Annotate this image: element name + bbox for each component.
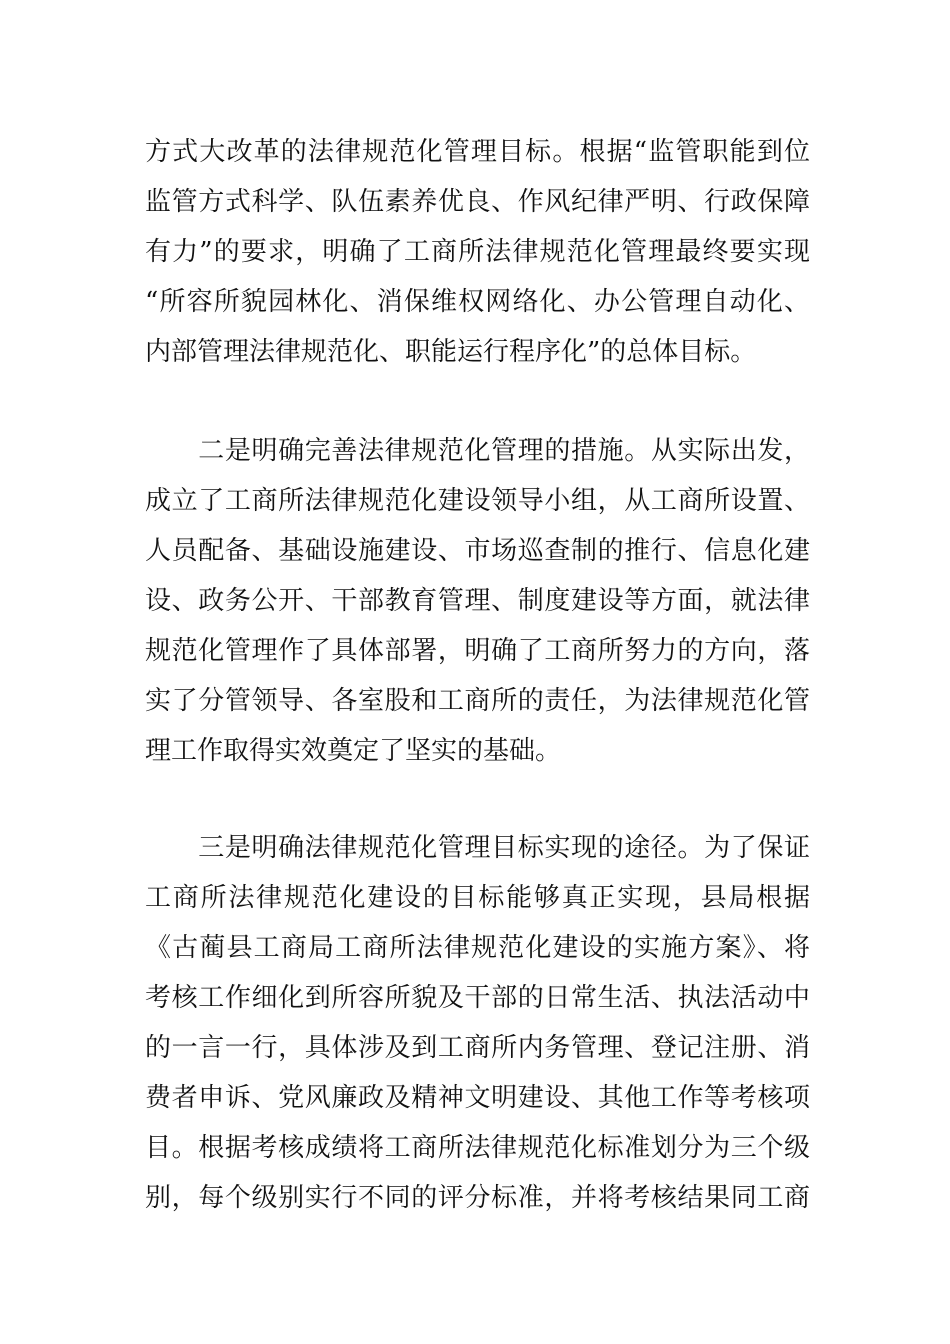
text-line: 目。根据考核成绩将工商所法律规范化标准划分为三个级 [145, 1133, 810, 1163]
text-line: 三是明确法律规范化管理目标实现的途径。为了保证 [145, 833, 810, 863]
text-line: 实了分管领导、各室股和工商所的责任，为法律规范化管 [145, 686, 810, 716]
text-line: “所容所貌园林化、消保维权网络化、办公管理自动化、 [145, 287, 810, 317]
text-line: 有力”的要求，明确了工商所法律规范化管理最终要实现 [145, 237, 810, 267]
text-line: 成立了工商所法律规范化建设领导小组，从工商所设置、 [145, 486, 810, 516]
paragraph-3 [145, 823, 810, 1223]
text-line: 人员配备、基础设施建设、市场巡查制的推行、信息化建 [145, 536, 810, 566]
text-line: 规范化管理作了具体部署，明确了工商所努力的方向，落 [145, 636, 810, 666]
text-line: 费者申诉、党风廉政及精神文明建设、其他工作等考核项 [145, 1083, 810, 1113]
text-line: 考核工作细化到所容所貌及干部的日常生活、执法活动中 [145, 983, 810, 1013]
text-line: 的一言一行，具体涉及到工商所内务管理、登记注册、消 [145, 1033, 810, 1063]
paragraph-1 [145, 127, 810, 377]
text-line: 工商所法律规范化建设的目标能够真正实现，县局根据 [145, 883, 810, 913]
text-line: 理工作取得实效奠定了坚实的基础。 [145, 736, 562, 766]
text-line: 别，每个级别实行不同的评分标准，并将考核结果同工商 [145, 1183, 810, 1213]
paragraph-2 [145, 426, 810, 776]
text-line: 《古蔺县工商局工商所法律规范化建设的实施方案》、将 [145, 933, 810, 963]
text-line: 设、政务公开、干部教育管理、制度建设等方面，就法律 [145, 586, 810, 616]
text-line: 方式大改革的法律规范化管理目标。根据“监管职能到位 [145, 137, 810, 167]
text-line: 二是明确完善法律规范化管理的措施。从实际出发， [145, 436, 810, 466]
text-line: 监管方式科学、队伍素养优良、作风纪律严明、行政保障 [145, 187, 810, 217]
text-line: 内部管理法律规范化、职能运行程序化”的总体目标。 [145, 337, 757, 367]
